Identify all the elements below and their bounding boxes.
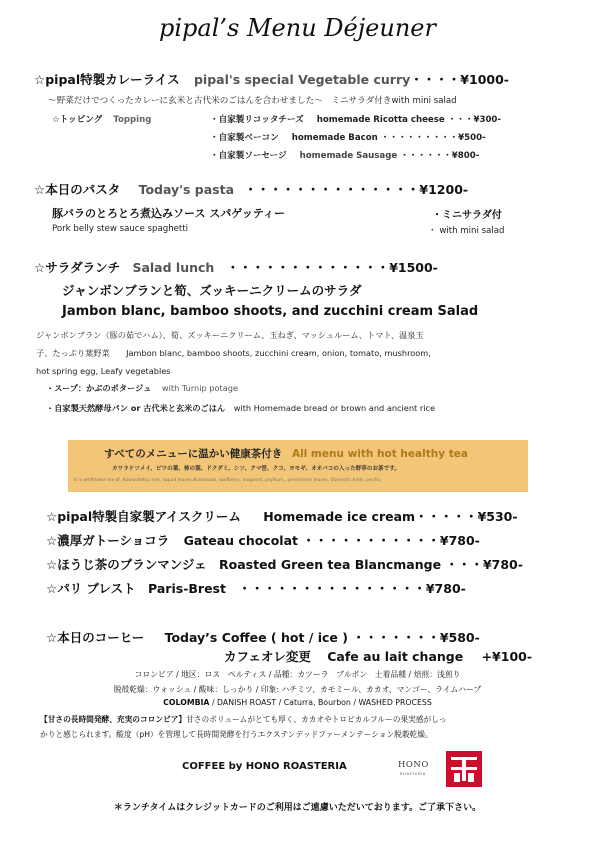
coffee-name-jp: ☆本日のコーヒー	[46, 630, 145, 645]
roaster-label: COFFEE by HONO ROASTERIA	[182, 761, 347, 772]
dessert-price: ¥780-	[439, 533, 480, 548]
pasta-dish-jp: 豚バラのとろとろ煮込みソース スパゲッティー	[52, 207, 285, 220]
topping-price: ¥500-	[458, 133, 486, 143]
dessert-item	[46, 579, 466, 597]
dessert-name-jp: ☆pipal特製自家製アイスクリーム	[46, 509, 241, 524]
coffee-heading	[46, 628, 480, 646]
salad-name-en: Salad lunch	[132, 260, 215, 275]
coffee-spec: / DANISH ROAST / Caturra, Bourbon / WASHED PROCESS	[209, 698, 432, 707]
topping-dots: ・・・	[447, 115, 474, 125]
roaster-logo-mark	[446, 751, 482, 787]
topping-name-en: homemade Ricotta cheese	[316, 115, 445, 125]
tea-banner-en: All menu with hot healthy tea	[291, 448, 468, 460]
tea-banner-ingredients-jp: カワラケツメイ、ビワの葉、柿の葉、ドクダミ、シソ、クマ笹、クコ、ヨモギ、オオバコの入った野草のお茶です。	[112, 466, 400, 472]
topping-name-jp: ・自家製ソーセージ	[210, 151, 287, 161]
coffee-note-text: 甘さのボリュームがとても厚く、カカオやトロピカルフルーの果実感がしっ	[186, 715, 447, 724]
dessert-dots: ・・・・・・・・・・・・・・・	[238, 581, 426, 596]
salad-soup	[46, 383, 238, 394]
cafe-au-lait-jp: カフェオレ変更	[224, 649, 311, 664]
topping-name-en: homemade Bacon	[291, 133, 378, 143]
coffee-origin-detail: コロンビア / 地区：ロス ペルティス / 品種：カツーラ ブルボン 土着品種 / 焙煎：浅煎り	[134, 670, 461, 679]
salad-heading	[34, 258, 438, 276]
coffee-spec-line	[0, 698, 595, 707]
dessert-name-jp: ☆ほうじ茶のブランマンジェ	[46, 557, 207, 572]
coffee-taste-detail: 脱殻乾燥：ウォッシュ / 酸味：しっかり / 印象: ハチミツ、カモミール、カカオ、マンゴー、ライムハーブ	[113, 685, 482, 694]
salad-ingredients-3: hot spring egg, Leafy vegetables	[36, 366, 171, 376]
topping-dots: ・・・・・・	[400, 151, 452, 161]
dessert-price: ¥780-	[482, 557, 523, 572]
salad-bread-en: with Homemade bread or brown and ancient rice	[233, 403, 436, 413]
credit-card-notice: ＊ランチタイムはクレジットカードのご利用はご遠慮いただいております。ご了承下さい。	[113, 803, 482, 813]
coffee-note-2: かりと感じられます。酸度（pH）を管理して長時間発酵を行うエクステンデッドファーメンテーション脱穀乾燥。	[40, 730, 433, 739]
dessert-price: ¥530-	[477, 509, 518, 524]
topping-item	[210, 113, 501, 125]
topping-dots: ・・・・・・・・・	[380, 133, 459, 143]
topping-heading	[52, 113, 151, 125]
dessert-name-en: Gateau chocolat	[183, 533, 299, 548]
salad-bread-jp: ・自家製天然酵母パン or 古代米と玄米のごはん	[46, 403, 226, 413]
pasta-name-en: Today's pasta	[138, 182, 235, 197]
dessert-dots: ・・・・・	[415, 509, 478, 524]
pasta-name-jp: ☆本日のパスタ	[34, 182, 121, 197]
dessert-dots: ・・・	[445, 557, 483, 572]
salad-ingredients-2: 子、たっぷり葉野菜 Jambon blanc, bamboo shoots, zucchini cream, onion, tomato, mushroom,	[36, 348, 431, 358]
dessert-item	[46, 555, 523, 573]
roaster-logo-sub: ROASTERIA	[400, 772, 426, 776]
pasta-price: ¥1200-	[419, 182, 469, 197]
pasta-dish-en: Pork belly stew sauce spaghetti	[52, 224, 189, 234]
cafe-au-lait-en: Cafe au lait change	[327, 649, 464, 664]
curry-heading	[34, 70, 509, 88]
curry-dots: ・・・・	[410, 72, 461, 87]
dessert-price: ¥780-	[425, 581, 466, 596]
topping-price: ¥800-	[451, 151, 480, 161]
tea-banner-headline	[104, 446, 468, 461]
salad-dish-en: Jambon blanc, bamboo shoots, and zucchini cream Salad	[62, 304, 479, 319]
curry-price: ¥1000-	[460, 72, 509, 87]
tea-banner-jp: すべてのメニューに温かい健康茶付き	[104, 448, 283, 460]
topping-price: ¥300-	[473, 115, 501, 125]
dessert-name-jp: ☆濃厚ガトーショコラ	[46, 533, 170, 548]
topping-name-en: homemade Sausage	[299, 151, 398, 161]
topping-name-jp: ・自家製リコッタチーズ	[210, 115, 304, 125]
roaster-logo-text: HONO	[398, 760, 429, 770]
coffee-note-title: 【甘さの長時間発酵、充実のコロンビア】	[40, 715, 187, 724]
dessert-name-en: Roasted Green tea Blancmange	[219, 557, 442, 572]
coffee-country: COLOMBIA	[163, 698, 210, 707]
curry-description: 〜野菜だけでつくったカレーに玄米と古代米のごはんを合わせました〜 ミニサラダ付きwith mini salad	[48, 96, 457, 106]
tea-banner-ingredients-en: It is wildflower tea of ,Kawaratetsu mei, loquat leaves,Kumasada, wolfberry, mugwort, psyllium,, persimmon leaves, Domestic birds, perilla,	[74, 478, 382, 483]
coffee-dots: ・・・・・・・	[352, 630, 440, 645]
curry-name-jp: ☆pipal特製カレーライス	[34, 72, 180, 87]
salad-ingredients-1: ジャンボンブラン（豚の茹でハム）、筍、ズッキーニクリーム、玉ねぎ、マッシュルーム、トマト、温泉玉	[36, 330, 424, 340]
salad-soup-en: with Turnip potage	[161, 383, 238, 393]
dessert-name-en: Homemade ice cream	[263, 509, 416, 524]
dessert-name-jp: ☆パリ ブレスト	[46, 581, 136, 596]
topping-item	[210, 149, 479, 161]
dessert-name-en: Paris-Brest	[148, 581, 226, 596]
pasta-salad-jp: ・ミニサラダ付	[432, 210, 502, 221]
salad-name-jp: ☆サラダランチ	[34, 260, 121, 275]
pasta-salad-en: ・ with mini salad	[428, 226, 505, 236]
coffee-name-en: Today’s Coffee ( hot / ice )	[164, 630, 348, 645]
pasta-dots: ・・・・・・・・・・・・・・	[244, 182, 420, 197]
curry-name-en: pipal's special Vegetable curry	[193, 72, 411, 87]
topping-label-jp: ☆トッピング	[52, 115, 103, 125]
salad-soup-jp: ・スープ：かぶのポタージュ	[46, 383, 152, 393]
coffee-price: ¥580-	[439, 630, 480, 645]
cafe-au-lait	[224, 647, 532, 665]
dessert-item	[46, 531, 480, 549]
tea-banner	[68, 440, 528, 492]
dessert-dots: ・・・・・・・・・・・	[302, 533, 440, 548]
dessert-item	[46, 507, 518, 525]
salad-dots: ・・・・・・・・・・・・・	[226, 260, 390, 275]
topping-name-jp: ・自家製ベーコン	[210, 133, 279, 143]
pasta-heading	[34, 180, 468, 198]
salad-dish-jp: ジャンボンブランと筍、ズッキーニクリームのサラダ	[62, 283, 362, 298]
page-title: pipal’s Menu Déjeuner	[159, 14, 436, 42]
coffee-note-1	[40, 714, 447, 725]
salad-bread	[46, 403, 435, 414]
cafe-au-lait-price: +¥100-	[481, 649, 533, 664]
salad-price: ¥1500-	[389, 260, 438, 275]
topping-label-en: Topping	[113, 115, 152, 125]
topping-item	[210, 131, 486, 143]
